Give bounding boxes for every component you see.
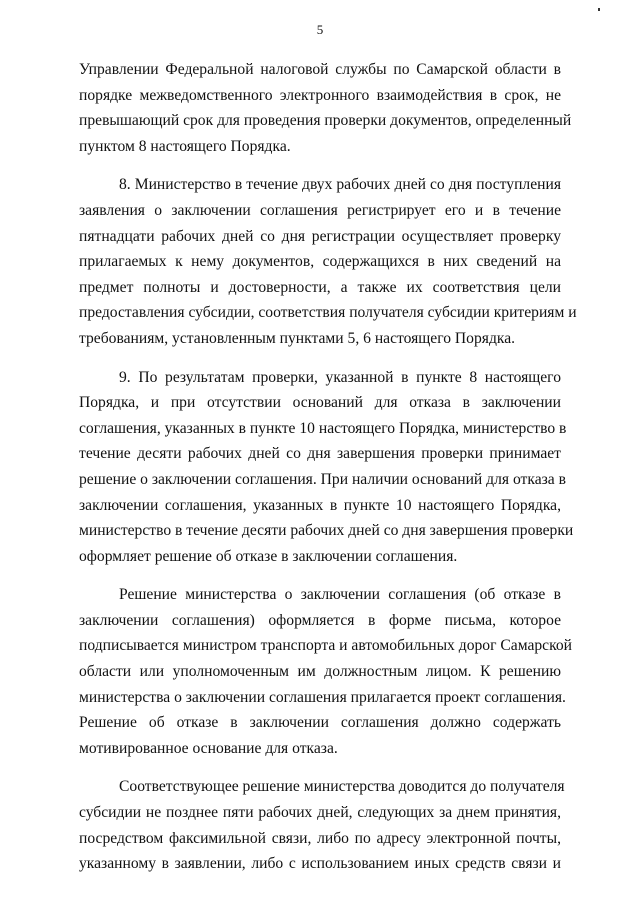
page-number: 5 [316, 22, 324, 37]
text-line: предмет полноты и достоверности, а также их соответствия цели [79, 278, 561, 296]
text-line: течение десяти рабочих дней со дня завершения проверки принимает [79, 445, 561, 463]
paragraph [79, 57, 572, 159]
text-line: оформляет решение об отказе в заключении соглашения. [79, 547, 458, 565]
text-line: Управлении Федеральной налоговой службы по Самарской области в [79, 61, 561, 78]
paragraph [79, 774, 565, 876]
paragraph-gap [79, 352, 561, 365]
text-line: мотивированное основание для отказа. [79, 739, 338, 757]
text-line: 8. Министерство в течение двух рабочих дней со дня поступления [119, 176, 561, 194]
text-line: указанному в заявлении, либо с использованием иных средств связи и [79, 855, 561, 873]
paragraph [79, 582, 573, 761]
text-line: заключении соглашения, указанных в пункте 10 настоящего Порядка, [79, 496, 561, 514]
text-line: заключении соглашения) оформляется в форме письма, которое [79, 611, 561, 629]
text-line: подписывается министром транспорта и автомобильных дорог Самарской [79, 637, 573, 655]
paragraph [79, 172, 577, 351]
text-line: прилагаемых к нему документов, содержащихся в них сведений на [79, 253, 561, 271]
text-line: превышающий срок для проведения проверки документов, определенный [79, 112, 572, 130]
text-line: министерство в течение десяти рабочих дней со дня завершения проверки [79, 522, 574, 540]
text-line: 9. По результатам проверки, указанной в пункте 8 настоящего [119, 368, 561, 386]
scan-mark [598, 8, 600, 11]
paragraph-gap [79, 761, 561, 774]
paragraph-gap [79, 159, 561, 172]
text-line: заявления о заключении соглашения регистрирует его и в течение [79, 201, 561, 219]
text-line: Решение об отказе в заключении соглашения должно содержать [79, 714, 561, 732]
text-line: решение о заключении соглашения. При наличии оснований для отказа в [79, 470, 566, 488]
text-line: Решение министерства о заключении соглашения (об отказе в [119, 586, 561, 604]
text-line: Порядка, и при отсутствии оснований для отказа в заключении [79, 394, 561, 412]
paragraph-gap [79, 569, 561, 582]
text-line: предоставления субсидии, соответствия получателя субсидии критериям и [79, 304, 577, 322]
paragraph [79, 365, 574, 570]
document-body [79, 57, 577, 877]
text-line: пунктом 8 настоящего Порядка. [79, 137, 291, 155]
text-line: требованиям, установленным пунктами 5, 6 настоящего Порядка. [79, 329, 516, 347]
text-line: Соответствующее решение министерства доводится до получателя [119, 778, 565, 796]
text-line: посредством факсимильной связи, либо по адресу электронной почты, [79, 829, 561, 847]
text-line: пятнадцати рабочих дней со дня регистрации осуществляет проверку [79, 227, 561, 245]
text-line: области или уполномоченным им должностным лицом. К решению [79, 663, 561, 681]
text-line: порядке межведомственного электронного взаимодействия в срок, не [79, 86, 561, 104]
text-line: министерства о заключении соглашения прилагается проект соглашения. [79, 688, 566, 706]
text-line: субсидии не позднее пяти рабочих дней, следующих за днем принятия, [79, 804, 561, 822]
text-line: соглашения, указанных в пункте 10 настоящего Порядка, министерство в [79, 419, 567, 437]
